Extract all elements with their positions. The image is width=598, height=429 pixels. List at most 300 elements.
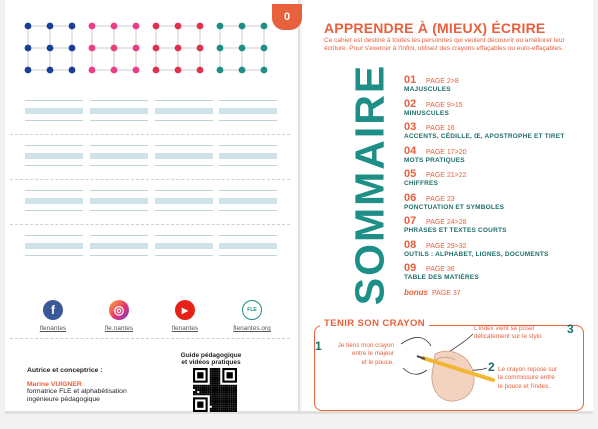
writing-line <box>25 235 83 236</box>
youtube-icon: ▶ <box>175 300 195 320</box>
qr-module <box>195 389 197 391</box>
qr-module <box>220 385 222 387</box>
qr-module <box>224 406 226 408</box>
toc-number: 05 <box>404 168 417 180</box>
grid-dot <box>69 23 76 30</box>
writing-line-band <box>90 243 148 249</box>
qr-module <box>214 389 216 391</box>
toc-label: MAJUSCULES <box>404 86 451 93</box>
qr-module <box>208 387 210 389</box>
grid-dot <box>133 23 140 30</box>
qr-module <box>201 393 203 395</box>
qr-module <box>231 410 233 412</box>
qr-module <box>193 385 195 387</box>
qr-module <box>233 389 235 391</box>
grid-dot <box>197 45 204 52</box>
qr-module <box>222 404 224 406</box>
qr-module <box>201 387 203 389</box>
qr-module <box>222 410 224 412</box>
qr-module <box>231 399 233 401</box>
qr-module <box>224 385 226 387</box>
page-badge: 0 <box>272 4 302 30</box>
qr-module <box>210 385 212 387</box>
toc-page: PAGE 16 <box>426 125 455 132</box>
qr-module <box>222 399 224 401</box>
qr-module <box>212 383 214 385</box>
qr-module <box>216 395 218 397</box>
qr-module <box>216 385 218 387</box>
qr-module <box>203 387 205 389</box>
toc-item[interactable] <box>404 94 584 118</box>
qr-module <box>227 395 229 397</box>
qr-module <box>216 399 218 401</box>
writing-line-band <box>25 153 83 159</box>
toc-label: CHIFFRES <box>404 180 439 187</box>
toc-label: PONCTUATION ET SYMBOLES <box>404 203 505 211</box>
qr-module <box>224 404 226 406</box>
writing-line <box>90 190 148 191</box>
dashed-separator <box>10 134 290 135</box>
qr-module <box>235 393 237 395</box>
writing-line-band <box>90 108 148 114</box>
qr-module <box>210 402 212 404</box>
qr-module <box>214 399 216 401</box>
writing-line <box>25 145 83 146</box>
qr-module <box>227 406 229 408</box>
qr-module <box>235 410 237 412</box>
qr-module <box>220 395 222 397</box>
grid-dot <box>47 23 54 30</box>
writing-line-block <box>155 145 213 167</box>
qr-module <box>233 397 235 399</box>
qr-module <box>208 393 210 395</box>
toc-item[interactable] <box>404 164 584 188</box>
qr-module <box>199 393 201 395</box>
writing-line-band <box>155 243 213 249</box>
toc-bonus-page: PAGE 37 <box>432 289 461 297</box>
qr-module <box>231 402 233 404</box>
dashed-separator <box>10 179 290 180</box>
social-website-label[interactable]: flenantes.org <box>233 325 271 332</box>
grid-dot <box>153 23 160 30</box>
author-role-2: ingénieure pédagogique <box>27 395 100 403</box>
qr-module <box>212 370 214 372</box>
qr-module <box>218 378 220 380</box>
grid-dot <box>25 45 32 52</box>
social-youtube[interactable] <box>157 300 213 332</box>
qr-module <box>216 408 218 410</box>
qr-module <box>220 389 222 391</box>
writing-line-block <box>90 235 148 257</box>
writing-line-band <box>25 108 83 114</box>
qr-module <box>222 393 224 395</box>
step-2-line: la commissure entre <box>498 374 555 382</box>
toc-item[interactable] <box>404 141 584 165</box>
qr-module <box>214 397 216 399</box>
toc-label: PHRASES ET TEXTES COURTS <box>404 227 507 234</box>
social-facebook[interactable] <box>25 300 81 332</box>
qr-module <box>206 387 208 389</box>
grid-dot <box>25 67 32 74</box>
qr-module <box>224 399 226 401</box>
writing-line-block <box>155 100 213 122</box>
qr-module <box>222 406 224 408</box>
qr-module <box>227 385 229 387</box>
qr-module <box>227 391 229 393</box>
qr-module <box>193 393 195 395</box>
qr-module <box>210 408 212 410</box>
qr-module <box>235 391 237 393</box>
social-instagram[interactable] <box>91 300 147 332</box>
qr-module <box>233 406 235 408</box>
qr-module <box>195 393 197 395</box>
qr-module <box>227 408 229 410</box>
toc-item[interactable] <box>404 211 584 235</box>
qr-code[interactable] <box>193 368 237 412</box>
qr-module <box>208 391 210 393</box>
writing-line <box>155 145 213 146</box>
social-youtube-label[interactable]: flenantes <box>171 325 199 332</box>
qr-module <box>210 389 212 391</box>
social-facebook-label[interactable]: flenantes <box>39 325 67 332</box>
toc-page: PAGE 21>22 <box>426 172 467 179</box>
qr-module <box>218 397 220 399</box>
pencil-grip-title: TENIR SON CRAYON <box>320 318 429 329</box>
qr-module <box>235 385 237 387</box>
writing-line <box>25 165 83 166</box>
qr-module <box>214 378 216 380</box>
writing-line <box>155 190 213 191</box>
step-3-line: L'index vient se poser <box>474 325 535 332</box>
qr-module <box>212 406 214 408</box>
qr-module <box>233 399 235 401</box>
qr-module <box>233 395 235 397</box>
qr-module <box>222 402 224 404</box>
qr-module <box>212 378 214 380</box>
qr-module <box>224 387 226 389</box>
qr-module <box>224 389 226 391</box>
qr-module <box>233 402 235 404</box>
qr-module <box>222 387 224 389</box>
step-1-arrow <box>403 368 427 374</box>
grid-dot <box>47 67 54 74</box>
grid-dot <box>261 45 268 52</box>
qr-module <box>218 389 220 391</box>
toc-label: MINUSCULES <box>404 109 449 117</box>
toc-bonus-label: bonus <box>404 287 428 297</box>
qr-module <box>224 395 226 397</box>
qr-module <box>231 385 233 387</box>
qr-module <box>203 391 205 393</box>
qr-module <box>214 368 216 370</box>
grid-dot <box>217 67 224 74</box>
qr-module <box>224 408 226 410</box>
qr-module <box>216 370 218 372</box>
qr-module <box>216 381 218 383</box>
qr-module <box>214 381 216 383</box>
qr-module <box>233 408 235 410</box>
toc-item[interactable] <box>404 258 584 282</box>
qr-module <box>229 391 231 393</box>
qr-module <box>227 399 229 401</box>
qr-finder <box>227 372 233 378</box>
writing-line <box>155 210 213 211</box>
intro-text: Ce cahier est destiné à toutes les personnes qui veulent découvrir ou améliorer leur écriture. Pour s'exercer à l'infini, utilisez des crayons effaçables ou euro-effaçables. <box>324 37 565 52</box>
qr-module <box>222 395 224 397</box>
qr-module <box>212 410 214 412</box>
qr-module <box>212 399 214 401</box>
qr-module <box>229 402 231 404</box>
qr-module <box>218 376 220 378</box>
qr-module <box>208 385 210 387</box>
table-of-contents <box>404 70 584 305</box>
qr-module <box>218 395 220 397</box>
writing-line-block <box>155 190 213 212</box>
grid-dot <box>47 45 54 52</box>
qr-module <box>218 402 220 404</box>
qr-module <box>227 404 229 406</box>
toc-page: PAGE 23 <box>426 195 455 203</box>
qr-module <box>199 389 201 391</box>
qr-module <box>218 406 220 408</box>
qr-module <box>227 387 229 389</box>
toc-page: PAGE 29>32 <box>426 242 467 250</box>
step-2-number: 2 <box>488 360 495 374</box>
writing-line <box>25 190 83 191</box>
grid-dot <box>175 45 182 52</box>
toc-bonus[interactable] <box>404 282 584 306</box>
writing-line-block <box>25 100 83 122</box>
qr-module <box>235 404 237 406</box>
author-title: Autrice et conceptrice : <box>27 367 103 374</box>
qr-module <box>224 402 226 404</box>
qr-module <box>231 408 233 410</box>
qr-module <box>231 393 233 395</box>
qr-module <box>235 399 237 401</box>
qr-module <box>210 378 212 380</box>
qr-module <box>235 408 237 410</box>
qr-module <box>233 404 235 406</box>
qr-module <box>216 368 218 370</box>
fle-logo-icon: FLE <box>242 300 262 320</box>
qr-module <box>214 408 216 410</box>
qr-module <box>199 385 201 387</box>
grid-dot <box>69 67 76 74</box>
qr-module <box>235 387 237 389</box>
toc-label: MOTS PRATIQUES <box>404 156 465 164</box>
toc-number: 01 <box>404 74 417 86</box>
grid-dot <box>217 45 224 52</box>
qr-module <box>212 391 214 393</box>
toc-label: ACCENTS, CÉDILLE, Œ, APOSTROPHE ET TIRET <box>404 133 565 140</box>
qr-module <box>218 399 220 401</box>
qr-module <box>203 389 205 391</box>
qr-module <box>216 393 218 395</box>
grid-dot <box>89 67 96 74</box>
qr-module <box>212 395 214 397</box>
qr-module <box>210 397 212 399</box>
hand-holding-pencil-illustration <box>395 332 495 408</box>
qr-module <box>212 374 214 376</box>
qr-module <box>214 402 216 404</box>
grid-dot <box>239 45 246 52</box>
grid-dot <box>111 45 118 52</box>
writing-line <box>25 100 83 101</box>
qr-module <box>222 408 224 410</box>
writing-line-band <box>155 153 213 159</box>
step-1-line: entre le majeur <box>352 350 394 358</box>
qr-module <box>210 368 212 370</box>
qr-module <box>231 391 233 393</box>
toc-page: PAGE 2>8 <box>426 78 459 85</box>
toc-number: 06 <box>404 191 417 204</box>
qr-module <box>214 376 216 378</box>
qr-module <box>231 404 233 406</box>
social-website[interactable] <box>224 300 280 332</box>
qr-module <box>218 383 220 385</box>
writing-line <box>90 235 148 236</box>
instagram-icon: ◎ <box>109 300 129 320</box>
qr-module <box>193 387 195 389</box>
toc-item[interactable] <box>404 70 584 94</box>
qr-module <box>220 408 222 410</box>
qr-module <box>229 397 231 399</box>
qr-module <box>210 395 212 397</box>
writing-line-block <box>25 235 83 257</box>
qr-module <box>214 391 216 393</box>
qr-module <box>231 397 233 399</box>
qr-module <box>218 408 220 410</box>
qr-module <box>220 399 222 401</box>
step-2-line: Le crayon repose sur <box>498 366 558 373</box>
grid-dot <box>175 67 182 74</box>
qr-module <box>197 385 199 387</box>
qr-module <box>222 389 224 391</box>
writing-line-block <box>25 190 83 212</box>
qr-module <box>201 391 203 393</box>
toc-page: PAGE 24>28 <box>426 219 467 226</box>
author-role-1: formatrice FLE et alphabétisation <box>27 388 127 395</box>
grid-dot <box>261 23 268 30</box>
qr-module <box>216 410 218 412</box>
qr-module <box>214 372 216 374</box>
grid-dot <box>239 23 246 30</box>
qr-module <box>227 402 229 404</box>
grid-dot <box>89 45 96 52</box>
grid-dot <box>153 67 160 74</box>
qr-module <box>224 393 226 395</box>
qr-module <box>220 402 222 404</box>
step-1-arrow <box>401 337 431 346</box>
guide-caption <box>178 352 244 366</box>
qr-module <box>214 395 216 397</box>
qr-module <box>216 391 218 393</box>
social-instagram-label[interactable]: fle.nantes <box>104 325 134 332</box>
toc-number: 03 <box>404 121 417 133</box>
qr-module <box>233 410 235 412</box>
qr-module <box>212 404 214 406</box>
qr-module <box>214 387 216 389</box>
qr-module <box>199 387 201 389</box>
qr-module <box>229 406 231 408</box>
grid-dot <box>217 23 224 30</box>
dashed-separator <box>10 224 290 225</box>
qr-module <box>210 404 212 406</box>
qr-module <box>231 389 233 391</box>
qr-module <box>210 374 212 376</box>
writing-line-band <box>155 108 213 114</box>
qr-module <box>206 391 208 393</box>
qr-module <box>197 389 199 391</box>
step-1-line: Je tiens mon crayon <box>337 342 394 349</box>
writing-line <box>155 235 213 236</box>
grid-dot <box>133 67 140 74</box>
writing-line <box>90 120 148 121</box>
qr-module <box>212 376 214 378</box>
page-shadow <box>5 411 593 414</box>
writing-line <box>90 165 148 166</box>
writing-line <box>155 255 213 256</box>
qr-module <box>220 387 222 389</box>
qr-module <box>214 393 216 395</box>
qr-module <box>229 389 231 391</box>
qr-module <box>210 381 212 383</box>
qr-module <box>214 383 216 385</box>
qr-module <box>218 368 220 370</box>
toc-item[interactable] <box>404 188 584 212</box>
page-title: APPRENDRE À (MIEUX) ÉCRIRE <box>324 20 546 36</box>
grid-dot <box>197 23 204 30</box>
qr-module <box>216 374 218 376</box>
qr-finder <box>197 402 203 408</box>
qr-module <box>210 383 212 385</box>
qr-module <box>229 410 231 412</box>
qr-module <box>210 387 212 389</box>
qr-module <box>216 389 218 391</box>
grid-dot <box>197 67 204 74</box>
qr-module <box>210 376 212 378</box>
qr-module <box>224 410 226 412</box>
writing-line-block <box>155 235 213 257</box>
qr-module <box>233 393 235 395</box>
writing-line <box>25 210 83 211</box>
qr-module <box>212 393 214 395</box>
qr-module <box>216 372 218 374</box>
qr-module <box>227 410 229 412</box>
qr-module <box>212 387 214 389</box>
writing-line <box>25 255 83 256</box>
toc-item[interactable] <box>404 235 584 259</box>
toc-label: TABLE DES MATIÈRES <box>404 274 479 281</box>
qr-module <box>235 406 237 408</box>
qr-module <box>197 393 199 395</box>
toc-page: PAGE 17>20 <box>426 148 467 156</box>
toc-item[interactable] <box>404 117 584 141</box>
grid-dot <box>111 67 118 74</box>
qr-module <box>224 391 226 393</box>
toc-number: 08 <box>404 238 417 251</box>
grid-dot <box>153 45 160 52</box>
qr-module <box>212 402 214 404</box>
qr-finder <box>197 372 203 378</box>
sommaire-text: SOMMAIRE <box>346 63 393 305</box>
qr-module <box>233 387 235 389</box>
qr-module <box>216 406 218 408</box>
writing-line-band <box>90 153 148 159</box>
qr-module <box>218 404 220 406</box>
qr-module <box>227 389 229 391</box>
qr-module <box>195 391 197 393</box>
